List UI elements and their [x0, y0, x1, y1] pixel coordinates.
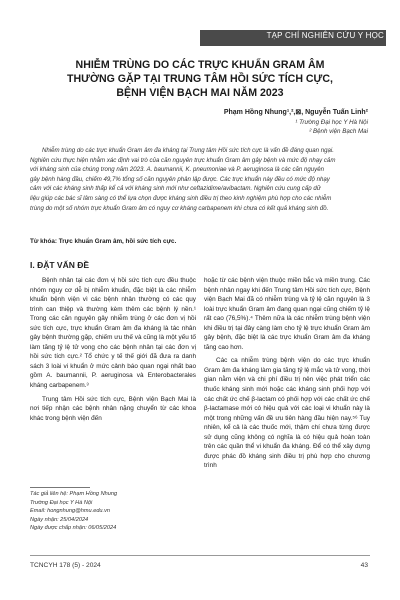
- abstract: [30, 146, 370, 213]
- correspondence-footnote: [30, 490, 117, 533]
- paragraph: Bệnh nhân tại các đơn vị hồi sức tích cực đều thuộc nhóm nguy cơ dễ bị nhiễm khuẩn, đặc biệt là các nhiễm khuẩn bệnh viện vì các bệnh nhân thường có các quy trình can thiệp và thường kèm thêm các bệnh lý nền.¹ Trong các căn nguyên gây nhiễm trùng ở các đơn vị hồi sức tích cực, trực khuẩn Gram âm đa kháng là tác nhân gây bệnh thường gặp, chiếm ưu thế và cũng là một yếu tố làm tăng tỷ lệ tử vong cho các bệnh nhân tại các đơn vị hồi sức tích cực.² Tổ chức y tế thế giới đã đưa ra danh sách 3 loài vi khuẩn ở mức cảnh báo quan ngại nhất bao gồm A. baumannii, P. aeruginosa và Enterobacterales kháng carbapenem.³: [30, 277, 196, 390]
- keywords: Từ khóa: Trực khuẩn Gram âm, hồi sức tích cực.: [30, 238, 177, 245]
- abstract-line: Nhiễm trùng do các trực khuẩn Gram âm đa kháng tại Trung tâm Hồi sức tích cực là vấn đề đáng quan ngại.: [42, 147, 334, 154]
- left-column: [30, 276, 196, 427]
- paragraph: Các ca nhiễm trùng bệnh viện do các trực khuẩn Gram âm đa kháng làm gia tăng tỷ lệ mắc và tử vong, thời gian nằm viện và chi phí điều trị nên việc phát triển các thuốc kháng sinh mới hoặc các kháng sinh phối hợp với các chất ức chế β-lactam có phối hợp với các chất ức chế β-lactamase mới có hiệu quả với các loại vi khuẩn này là một trong những vấn đề ưu tiên hàng đầu hiện nay.⁵⁶ Tuy nhiên, kể cả là các thuốc mới, thậm chí chưa từng được sử dụng cũng không có nghĩa là có hiệu quả hoàn toàn trên các quần thể vi khuẩn đa kháng. Để có thể xây dựng được phác đồ kháng sinh điều trị phù hợp cho chương trình: [204, 357, 370, 470]
- title-line: BỆNH VIỆN BẠCH MAI NĂM 2023: [116, 87, 284, 99]
- footnote-line: Ngày nhận: 25/04/2024: [30, 516, 89, 523]
- abstract-line: với kháng sinh của chúng trong năm 2023. A. baumannii, K. pneumoniae và P. aeruginosa là các căn nguyên: [30, 166, 325, 174]
- abstract-line: gây bệnh hàng đầu, chiếm 49,7% tổng số căn nguyên phân lập được. Các trực khuẩn này đều có mức độ nhạy: [30, 175, 330, 183]
- abstract-line: trùng do một số nhóm trực khuẩn Gram âm có nguy cơ kháng carbapenem khi chưa có kết quả kháng sinh đồ.: [30, 204, 329, 212]
- journal-header: TẠP CHÍ NGHIÊN CỨU Y HỌC: [266, 31, 384, 40]
- footnote-line: Email: hongnhung@hmu.edu.vn: [30, 508, 111, 515]
- title-line: NHIỄM TRÙNG DO CÁC TRỰC KHUẨN GRAM ÂM: [75, 59, 325, 71]
- abstract-line: Nghiên cứu thực hiện nhằm xác định vai trò của căn nguyên trực khuẩn Gram âm gây bệnh và mức độ nhạy cảm: [30, 156, 336, 164]
- footnote-line: Trường Đại học Y Hà Nội: [30, 499, 93, 506]
- right-column: [204, 276, 370, 475]
- section-heading: I. ĐẶT VẤN ĐỀ: [30, 260, 90, 270]
- affiliation-1: ¹ Trường Đại học Y Hà Nội: [295, 119, 368, 126]
- authors: Phạm Hồng Nhung¹,²,⊠, Nguyễn Tuấn Linh²: [223, 109, 368, 116]
- paragraph: Trung tâm Hồi sức tích cực, Bệnh viện Bạch Mai là nơi tiếp nhận các bệnh nhân nặng chuyển từ các khoa khác trong bệnh viện đến: [30, 395, 196, 422]
- title-line: THƯỜNG GẶP TẠI TRUNG TÂM HỒI SỨC TÍCH CỰC,: [67, 73, 333, 85]
- page-number: 43: [360, 562, 368, 569]
- journal-issue: TCNCYH 178 (5) - 2024: [30, 562, 101, 569]
- footnote-line: Tác giả liên hệ: Phạm Hồng Nhung: [30, 491, 118, 497]
- paragraph: hoặc từ các bệnh viện thuộc miền bắc và miền trung. Các bệnh nhân ngay khi đến Trung tâm Hồi sức tích cực, Bệnh viện Bạch Mai đã có nhiễm trùng và tỷ lệ căn nguyên là 3 loài trực khuẩn Gram âm đang quan ngại cũng chiếm tỷ lệ rất cao (76,5%).⁴ Thêm nữa là các nhiễm trùng bệnh viện khi điều trị tại đây càng làm cho tỷ lệ trực khuẩn Gram âm gây bệnh, đặc biệt là các trực khuẩn Gram âm đa kháng tăng cao hơn.: [204, 277, 370, 351]
- abstract-line: cảm với các kháng sinh thấp kể cả với kháng sinh mới như ceftazidime/avibactam. Nghiên cứu cung cấp dữ: [30, 185, 321, 193]
- article-title: [36, 58, 364, 100]
- affiliation-2: ² Bệnh viện Bạch Mai: [309, 128, 368, 135]
- footnote-divider: [30, 487, 90, 488]
- footnote-line: Ngày được chấp nhận: 06/05/2024: [30, 525, 117, 532]
- footer-divider: [30, 555, 370, 556]
- abstract-line: liệu giúp các bác sĩ lâm sàng có thể lựa chọn được kháng sinh điều trị theo kinh nghiệm phù hợp cho các nhiễm: [30, 194, 332, 202]
